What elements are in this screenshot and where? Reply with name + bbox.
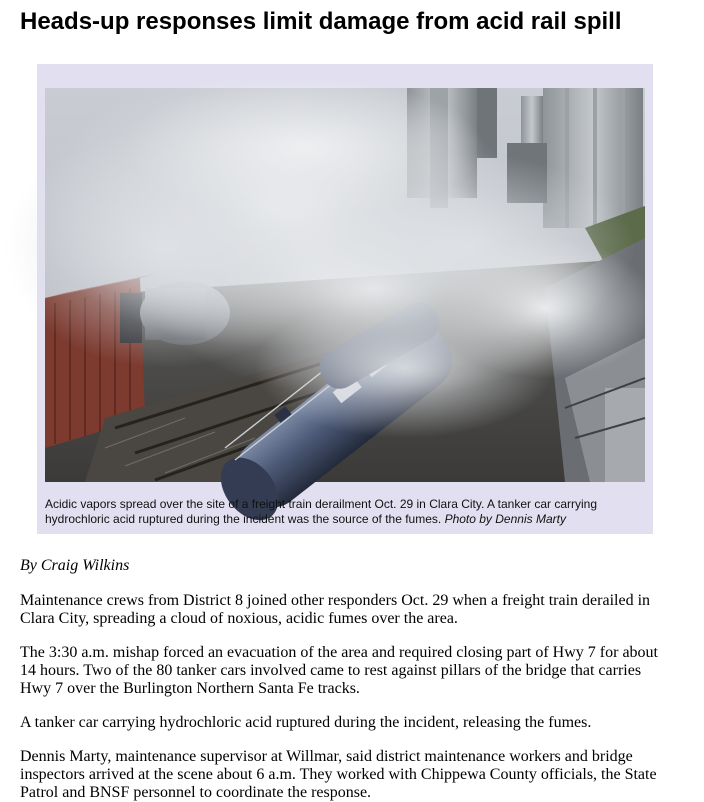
caption-text: Acidic vapors spread over the site of a freight train derailment Oct. 29 in Clara City. A tanker car carrying hydrochloric acid ruptured during the incident was the source of the fumes. [45, 497, 598, 526]
derailment-photo [45, 88, 645, 482]
photo-figure [37, 64, 653, 534]
paragraph-2: The 3:30 a.m. mishap forced an evacuation of the area and required closing part of Hwy 7 for about 14 hours. Two of the 80 tanker cars involved came to rest against pillars of the bridge that carries Hwy 7 over the Burlington Northern Santa Fe tracks. [20, 644, 658, 697]
paragraph-1: Maintenance crews from District 8 joined other responders Oct. 29 when a freight train derailed in Clara City, spreading a cloud of noxious, acidic fumes over the area. [20, 592, 651, 627]
photo-caption [45, 497, 645, 527]
byline: By Craig Wilkins [20, 557, 130, 574]
paragraph-4: Dennis Marty, maintenance supervisor at Willmar, said district maintenance workers and bridge inspectors arrived at the scene about 6 a.m. They worked with Chippewa County officials, the State Patrol and BNSF personnel to coordinate the response. [20, 748, 657, 801]
photo-credit: Photo by Dennis Marty [444, 512, 566, 526]
paragraph-3: A tanker car carrying hydrochloric acid ruptured during the incident, releasing the fumes. [20, 714, 592, 731]
article-headline: Heads-up responses limit damage from acid rail spill [20, 8, 622, 35]
